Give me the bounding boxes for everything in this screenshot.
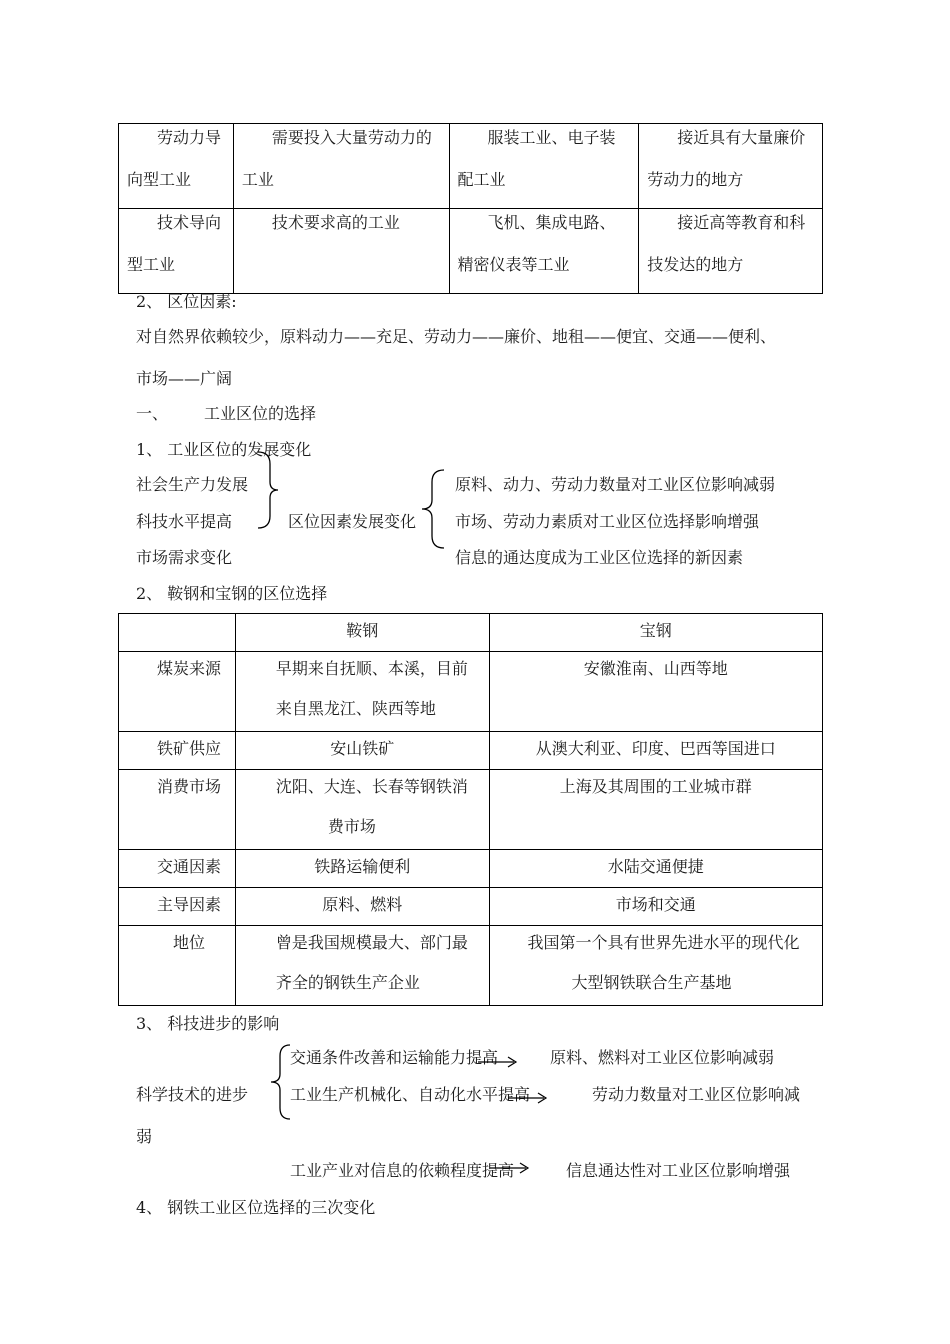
cell-text: 接近具有大量廉价 [677, 128, 806, 147]
row-label: 交通因素 [119, 850, 236, 888]
row-label: 煤炭来源 [119, 652, 236, 732]
table-cell [235, 732, 489, 770]
table-cell [489, 888, 822, 926]
cell-text: 齐全的钢铁生产企业 [275, 973, 420, 992]
section-heading: 2、 区位因素: [136, 292, 237, 311]
table-cell [489, 732, 822, 770]
header-cell [119, 614, 236, 652]
table-cell [449, 209, 639, 294]
table-cell [639, 124, 823, 209]
row-label: 铁矿供应 [119, 732, 236, 770]
cell-text: 精密仪表等工业 [457, 255, 570, 274]
right-arrow-icon [478, 1056, 518, 1068]
subsection-heading: 2、 鞍钢和宝钢的区位选择 [136, 584, 328, 603]
cell-text: 曾是我国规模最大、部门最 [275, 933, 468, 952]
effect-item: 信息通达性对工业区位影响增强 [566, 1161, 791, 1180]
table-cell [449, 124, 639, 209]
cell-text: 技发达的地方 [647, 255, 744, 274]
cell-text: 沈阳、大连、长春等钢铁消 [275, 777, 468, 796]
table-row [119, 850, 823, 888]
row-label: 主导因素 [119, 888, 236, 926]
table-row [119, 209, 823, 294]
header-cell: 宝钢 [489, 614, 822, 652]
subsection-heading: 1、 工业区位的发展变化 [136, 440, 312, 459]
table-row [119, 770, 823, 850]
cell-text: 安徽淮南、山西等地 [583, 659, 728, 678]
part-number: 一、 [136, 404, 169, 423]
row-label: 消费市场 [119, 770, 236, 850]
table-cell [235, 926, 489, 1006]
left-brace-icon [268, 1043, 292, 1121]
left-brace-icon [418, 468, 446, 550]
table-cell [489, 926, 822, 1006]
cell-text: 接近高等教育和科 [677, 213, 806, 232]
cause-label: 科学技术的进步 [136, 1085, 249, 1104]
table-cell [119, 209, 234, 294]
part-title: 工业区位的选择 [204, 404, 317, 423]
cell-text: 配工业 [457, 170, 506, 189]
table-header-row [119, 614, 823, 652]
right-arrow-icon [490, 1162, 530, 1174]
wrap-text: 弱 [136, 1127, 153, 1146]
change-item: 工业生产机械化、自动化水平提高 [290, 1085, 531, 1104]
subsection-heading: 4、 钢铁工业区位选择的三次变化 [136, 1198, 376, 1217]
row-label: 地位 [119, 926, 236, 1006]
cell-text: 劳动力导 [157, 128, 222, 147]
cell-text: 原料、燃料 [322, 895, 403, 914]
angang-baogang-table [118, 613, 823, 1006]
cell-text: 我国第一个具有世界先进水平的现代化 [527, 933, 800, 952]
cell-text: 飞机、集成电路、 [487, 213, 616, 232]
cause-item: 市场需求变化 [136, 548, 233, 567]
right-arrow-icon [508, 1092, 548, 1104]
cell-text: 费市场 [327, 817, 376, 836]
effect-item: 市场、劳动力素质对工业区位选择影响增强 [455, 512, 760, 531]
cell-text: 市场和交通 [615, 895, 696, 914]
effect-item: 原料、燃料对工业区位影响减弱 [550, 1048, 775, 1067]
cell-text: 型工业 [127, 255, 176, 274]
right-brace-icon [256, 450, 282, 530]
effect-item: 原料、动力、劳动力数量对工业区位影响减弱 [455, 475, 776, 494]
table-cell [489, 652, 822, 732]
table-cell [489, 850, 822, 888]
table-row [119, 732, 823, 770]
cell-text: 技术要求高的工业 [271, 213, 400, 232]
table-row [119, 652, 823, 732]
cell-text: 大型钢铁联合生产基地 [571, 973, 732, 992]
cell-text: 工业 [241, 170, 274, 189]
change-item: 工业产业对信息的依赖程度提高 [290, 1161, 515, 1180]
cell-text: 上海及其周围的工业城市群 [559, 777, 752, 796]
effect-item: 劳动力数量对工业区位影响减 [592, 1085, 801, 1104]
cause-item: 社会生产力发展 [136, 475, 249, 494]
header-cell: 鞍钢 [235, 614, 489, 652]
paragraph-line: 市场——广阔 [136, 369, 233, 388]
table-cell [235, 888, 489, 926]
subsection-heading: 3、 科技进步的影响 [136, 1014, 280, 1033]
table-cell [233, 209, 449, 294]
cell-text: 从澳大利亚、印度、巴西等国进口 [535, 739, 776, 758]
cell-text: 安山铁矿 [330, 739, 395, 758]
table-cell [489, 770, 822, 850]
middle-concept: 区位因素发展变化 [288, 512, 417, 531]
table-row [119, 926, 823, 1006]
table-row [119, 888, 823, 926]
cell-text: 向型工业 [127, 170, 192, 189]
cell-text: 劳动力的地方 [647, 170, 744, 189]
cell-text: 铁路运输便利 [314, 857, 411, 876]
effect-item: 信息的通达度成为工业区位选择的新因素 [455, 548, 744, 567]
change-item: 交通条件改善和运输能力提高 [290, 1048, 499, 1067]
cell-text: 早期来自抚顺、本溪，目前 [275, 659, 468, 678]
table-cell [119, 124, 234, 209]
cell-text: 服装工业、电子装 [487, 128, 616, 147]
table-cell [235, 770, 489, 850]
table-cell [235, 850, 489, 888]
table-cell [639, 209, 823, 294]
cell-text: 技术导向 [157, 213, 222, 232]
table-cell [233, 124, 449, 209]
cell-text: 需要投入大量劳动力的 [271, 128, 432, 147]
cause-item: 科技水平提高 [136, 512, 233, 531]
cell-text: 水陆交通便捷 [607, 857, 704, 876]
table-row [119, 124, 823, 209]
paragraph-line: 对自然界依赖较少，原料动力——充足、劳动力——廉价、地租——便宜、交通——便利、 [136, 327, 777, 346]
table-cell [235, 652, 489, 732]
cell-text: 来自黑龙江、陕西等地 [275, 699, 436, 718]
industry-type-table [118, 123, 823, 294]
